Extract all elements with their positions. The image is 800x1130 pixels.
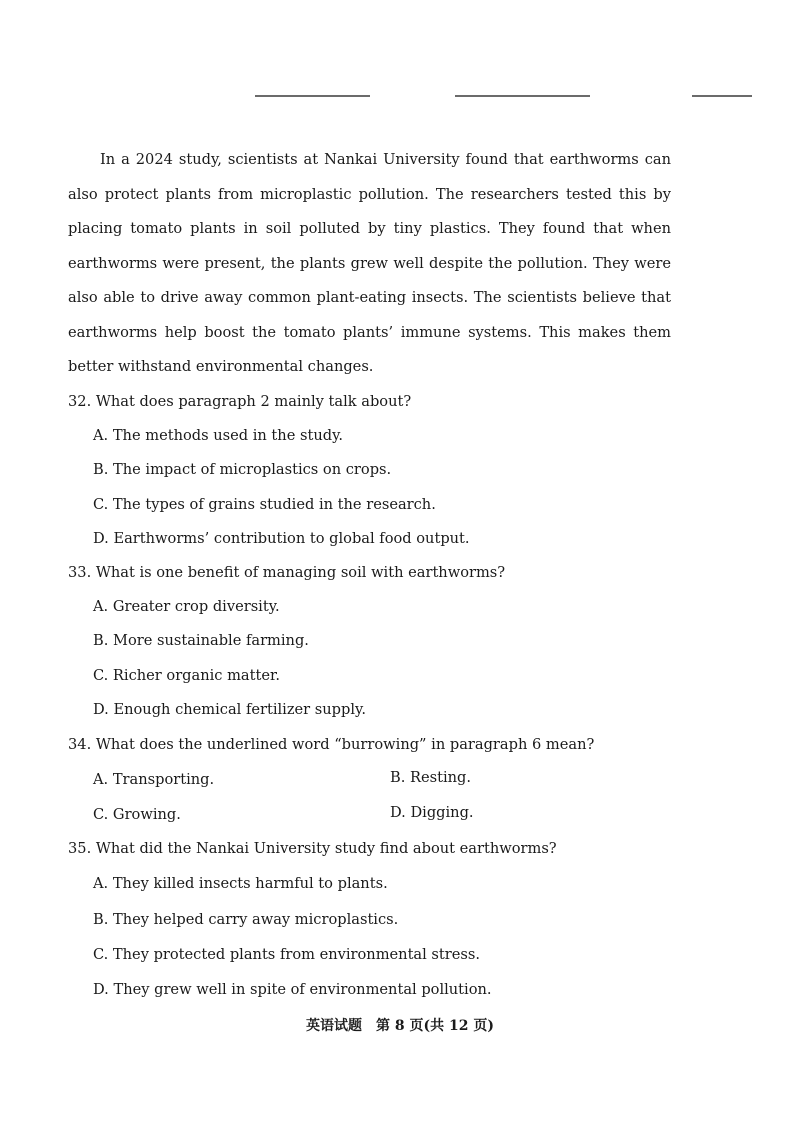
header-rule-left xyxy=(255,95,370,97)
question-34-option-b: B. Resting. xyxy=(390,769,472,786)
question-34-option-d: D. Digging. xyxy=(390,804,474,821)
question-33-stem: 33. What is one benefit of managing soil with earthworms? xyxy=(68,564,506,581)
question-34-option-c: C. Growing. xyxy=(93,806,181,823)
question-32-option-b: B. The impact of microplastics on crops. xyxy=(93,461,392,478)
header-rule-middle xyxy=(455,95,590,97)
question-35-option-c: C. They protected plants from environmental stress. xyxy=(93,946,481,963)
question-32-stem: 32. What does paragraph 2 mainly talk about? xyxy=(68,393,412,410)
question-35-option-b: B. They helped carry away microplastics. xyxy=(93,911,399,928)
question-33-option-b: B. More sustainable farming. xyxy=(93,632,309,649)
question-32-option-d: D. Earthworms’ contribution to global food output. xyxy=(93,530,470,547)
page-footer: 英语试题 第 8 页(共 12 页) xyxy=(306,1018,494,1034)
reading-passage: In a 2024 study, scientists at Nankai University found that earthworms can also protect plants from microplastic pollution. The researchers tested this by placing tomato plants in soil polluted by tiny plastics. They found that when earthworms were present, the plants grew well despite the pollution. They were also able to drive away common plant-eating insects. The scientists believe that earthworms help boost the tomato plants’ immune systems. This makes them better withstand environmental changes. xyxy=(68,151,671,375)
header-rule-right xyxy=(692,95,752,97)
question-35-stem: 35. What did the Nankai University study find about earthworms? xyxy=(68,840,557,857)
question-32-option-c: C. The types of grains studied in the research. xyxy=(93,496,436,513)
question-35-option-a: A. They killed insects harmful to plants. xyxy=(93,875,388,892)
question-33-option-a: A. Greater crop diversity. xyxy=(93,598,280,615)
question-34-stem: 34. What does the underlined word “burrowing” in paragraph 6 mean? xyxy=(68,736,595,753)
question-33-option-d: D. Enough chemical fertilizer supply. xyxy=(93,701,366,718)
question-32-option-a: A. The methods used in the study. xyxy=(93,427,344,444)
question-33-option-c: C. Richer organic matter. xyxy=(93,667,281,684)
question-35-option-d: D. They grew well in spite of environmental pollution. xyxy=(93,981,492,998)
question-34-option-a: A. Transporting. xyxy=(93,771,215,788)
